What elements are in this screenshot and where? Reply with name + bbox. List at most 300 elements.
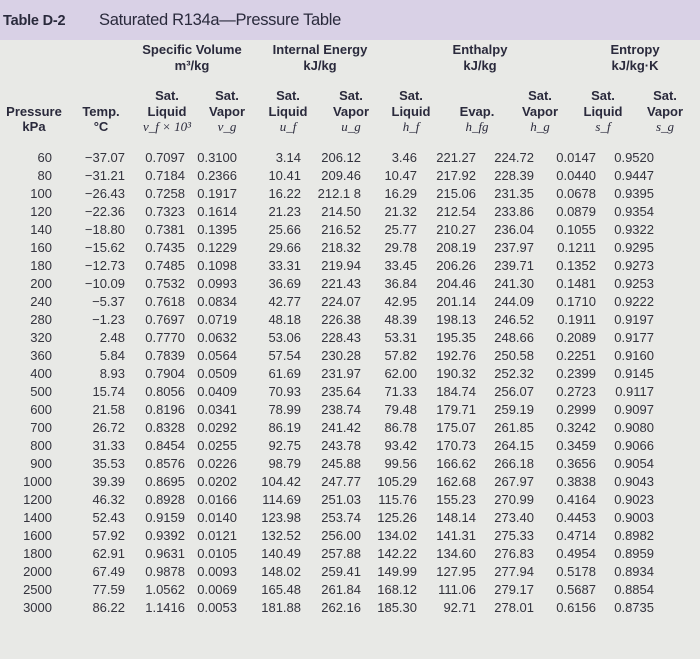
cell-hf: 134.02 xyxy=(377,528,417,544)
cell-sf: 0.4714 xyxy=(556,528,596,544)
cell-pressure: 280 xyxy=(30,312,52,328)
cell-uf: 78.99 xyxy=(268,402,301,418)
cell-vf: 0.7435 xyxy=(145,240,185,256)
cell-vf: 0.7839 xyxy=(145,348,185,364)
cell-vg: 0.1917 xyxy=(197,186,237,202)
group-unit: m³/kg xyxy=(174,58,210,73)
cell-hg: 246.52 xyxy=(494,312,534,328)
cell-pressure: 500 xyxy=(30,384,52,400)
cell-ug: 262.16 xyxy=(321,600,361,616)
cell-vf: 0.8576 xyxy=(145,456,185,472)
cell-temp: 67.49 xyxy=(92,564,125,580)
group-name: Entropy xyxy=(610,42,660,57)
cell-hg: 266.18 xyxy=(494,456,534,472)
cell-hfg: 92.71 xyxy=(443,600,476,616)
cell-uf: 92.75 xyxy=(268,438,301,454)
cell-vf: 0.7532 xyxy=(145,276,185,292)
cell-vg: 0.0105 xyxy=(197,546,237,562)
cell-ug: 216.52 xyxy=(321,222,361,238)
cell-sf: 0.1911 xyxy=(557,312,596,328)
group-entropy xyxy=(580,42,690,74)
cell-ug: 241.42 xyxy=(321,420,361,436)
cell-hf: 29.78 xyxy=(384,240,417,256)
table-row xyxy=(0,257,700,275)
cell-hg: 273.40 xyxy=(494,510,534,526)
cell-vf: 0.9631 xyxy=(145,546,185,562)
table-row xyxy=(0,239,700,257)
cell-temp: 21.58 xyxy=(92,402,125,418)
cell-hfg: 162.68 xyxy=(436,474,476,490)
cell-temp: −15.62 xyxy=(84,240,125,256)
row-padding xyxy=(654,581,700,599)
column-header-line: Sat. xyxy=(528,88,552,103)
cell-pressure: 600 xyxy=(30,402,52,418)
cell-hg: 264.15 xyxy=(494,438,534,454)
cell-vg: 0.0341 xyxy=(197,402,237,418)
cell-vg: 0.0093 xyxy=(197,564,237,580)
cell-hf: 36.84 xyxy=(384,276,417,292)
cell-hfg: 127.95 xyxy=(436,564,476,580)
cell-hg: 241.30 xyxy=(494,276,534,292)
cell-hf: 21.32 xyxy=(384,204,417,220)
cell-sg: 0.9043 xyxy=(614,474,654,490)
cell-sg: 0.9197 xyxy=(614,312,654,328)
cell-hf: 185.30 xyxy=(377,600,417,616)
column-header-ug xyxy=(326,88,376,135)
cell-vf: 0.8928 xyxy=(145,492,185,508)
cell-uf: 86.19 xyxy=(268,420,301,436)
cell-hg: 278.01 xyxy=(494,600,534,616)
cell-vf: 0.8454 xyxy=(145,438,185,454)
row-padding xyxy=(654,257,700,275)
cell-ug: 226.38 xyxy=(321,312,361,328)
cell-sf: 0.3838 xyxy=(556,474,596,490)
cell-pressure: 120 xyxy=(30,204,52,220)
cell-ug: 209.46 xyxy=(321,168,361,184)
cell-uf: 53.06 xyxy=(268,330,301,346)
cell-sf: 0.0879 xyxy=(556,204,596,220)
cell-vf: 0.9878 xyxy=(145,564,185,580)
cell-temp: −12.73 xyxy=(84,258,125,274)
cell-hf: 71.33 xyxy=(384,384,417,400)
cell-sg: 0.9097 xyxy=(614,402,654,418)
table-row xyxy=(0,167,700,185)
table-row xyxy=(0,437,700,455)
cell-hg: 277.94 xyxy=(494,564,534,580)
table-row xyxy=(0,311,700,329)
cell-hg: 261.85 xyxy=(494,420,534,436)
group-internal-energy xyxy=(260,42,380,74)
cell-ug: 219.94 xyxy=(321,258,361,274)
cell-uf: 25.66 xyxy=(268,222,301,238)
table-row xyxy=(0,455,700,473)
cell-hfg: 210.27 xyxy=(436,222,476,238)
table-row xyxy=(0,383,700,401)
cell-uf: 61.69 xyxy=(268,366,301,382)
cell-sg: 0.9054 xyxy=(614,456,654,472)
cell-hf: 57.82 xyxy=(384,348,417,364)
cell-ug: 245.88 xyxy=(321,456,361,472)
cell-pressure: 1200 xyxy=(23,492,52,508)
cell-uf: 181.88 xyxy=(261,600,301,616)
cell-sf: 0.1481 xyxy=(556,276,596,292)
cell-hg: 244.09 xyxy=(494,294,534,310)
cell-sg: 0.8982 xyxy=(614,528,654,544)
column-header-line: Sat. xyxy=(591,88,615,103)
cell-vg: 0.1395 xyxy=(197,222,237,238)
cell-hf: 168.12 xyxy=(377,582,417,598)
cell-hfg: 195.35 xyxy=(436,330,476,346)
cell-temp: 15.74 xyxy=(92,384,125,400)
cell-pressure: 900 xyxy=(30,456,52,472)
cell-sf: 0.4164 xyxy=(556,492,596,508)
cell-sg: 0.9447 xyxy=(614,168,654,184)
cell-pressure: 3000 xyxy=(23,600,52,616)
row-padding xyxy=(654,437,700,455)
cell-temp: −37.07 xyxy=(84,150,125,165)
cell-hg: 267.97 xyxy=(494,474,534,490)
cell-pressure: 1800 xyxy=(23,546,52,562)
cell-pressure: 360 xyxy=(30,348,52,364)
cell-vg: 0.1229 xyxy=(197,240,237,256)
column-header-line: Liquid xyxy=(147,103,187,119)
cell-ug: 259.41 xyxy=(321,564,361,580)
table-row xyxy=(0,185,700,203)
cell-temp: −5.37 xyxy=(92,294,125,310)
column-header-uf xyxy=(262,88,314,135)
column-header-line: Evap. xyxy=(459,103,495,119)
cell-sf: 0.4954 xyxy=(556,546,596,562)
cell-hf: 3.46 xyxy=(391,150,417,165)
table-row xyxy=(0,275,700,293)
cell-pressure: 160 xyxy=(30,240,52,256)
cell-hf: 25.77 xyxy=(384,222,417,238)
cell-vf: 0.7697 xyxy=(145,312,185,328)
cell-sf: 0.1055 xyxy=(556,222,596,238)
cell-temp: −18.80 xyxy=(84,222,125,238)
cell-hg: 279.17 xyxy=(494,582,534,598)
row-padding xyxy=(654,563,700,581)
cell-sg: 0.9080 xyxy=(614,420,654,436)
cell-temp: 8.93 xyxy=(99,366,125,382)
cell-sf: 0.1211 xyxy=(557,240,596,256)
cell-temp: −26.43 xyxy=(84,186,125,202)
cell-hfg: 217.92 xyxy=(436,168,476,184)
cell-hf: 53.31 xyxy=(384,330,417,346)
cell-uf: 29.66 xyxy=(268,240,301,256)
row-padding xyxy=(654,203,700,221)
cell-sf: 0.2399 xyxy=(556,366,596,382)
column-header-symbol: v_g xyxy=(217,119,237,134)
cell-sg: 0.9395 xyxy=(614,186,654,202)
cell-uf: 42.77 xyxy=(268,294,301,310)
table-row xyxy=(0,149,700,167)
cell-vf: 0.7618 xyxy=(145,294,185,310)
cell-vg: 0.3100 xyxy=(197,150,237,165)
cell-vf: 0.8328 xyxy=(145,420,185,436)
column-header-sf xyxy=(576,88,630,135)
cell-ug: 206.12 xyxy=(321,150,361,165)
cell-temp: −31.21 xyxy=(84,168,125,184)
table-label: Table D-2 xyxy=(3,13,66,29)
cell-hf: 79.48 xyxy=(384,402,417,418)
row-padding xyxy=(654,383,700,401)
column-header-symbol: u_f xyxy=(279,119,297,134)
cell-sf: 0.5687 xyxy=(556,582,596,598)
cell-sg: 0.9177 xyxy=(614,330,654,346)
cell-vg: 0.2366 xyxy=(197,168,237,184)
cell-sg: 0.9222 xyxy=(614,294,654,310)
row-padding xyxy=(654,365,700,383)
table-row xyxy=(0,365,700,383)
cell-vg: 0.0226 xyxy=(197,456,237,472)
cell-vg: 0.0993 xyxy=(197,276,237,292)
column-header-symbol: h_f xyxy=(402,119,420,134)
cell-hg: 233.86 xyxy=(494,204,534,220)
cell-ug: 228.43 xyxy=(321,330,361,346)
cell-pressure: 240 xyxy=(30,294,52,310)
cell-hf: 86.78 xyxy=(384,420,417,436)
group-unit: kJ/kg xyxy=(303,58,337,73)
cell-hfg: 212.54 xyxy=(436,204,476,220)
cell-sf: 0.1710 xyxy=(556,294,596,310)
cell-sg: 0.9354 xyxy=(614,204,654,220)
cell-pressure: 700 xyxy=(30,420,52,436)
table-title: Saturated R134a—Pressure Table xyxy=(99,11,342,29)
cell-uf: 140.49 xyxy=(261,546,301,562)
cell-hfg: 111.06 xyxy=(438,582,476,598)
row-padding xyxy=(654,401,700,419)
row-padding xyxy=(654,455,700,473)
cell-uf: 36.69 xyxy=(268,276,301,292)
column-header-line: Liquid xyxy=(391,103,431,119)
cell-hfg: 170.73 xyxy=(436,438,476,454)
column-header-symbol: s_g xyxy=(655,119,675,134)
table-row xyxy=(0,473,700,491)
column-header-line: Sat. xyxy=(155,88,179,103)
column-header-vg xyxy=(202,88,252,135)
cell-sg: 0.8959 xyxy=(614,546,654,562)
table-row xyxy=(0,527,700,545)
cell-hg: 250.58 xyxy=(494,348,534,364)
row-padding xyxy=(654,221,700,239)
row-padding xyxy=(654,311,700,329)
column-header-line: Vapor xyxy=(332,103,370,119)
row-padding xyxy=(654,599,700,617)
cell-sf: 0.0147 xyxy=(556,150,596,165)
cell-hf: 93.42 xyxy=(384,438,417,454)
cell-uf: 123.98 xyxy=(261,510,301,526)
cell-uf: 165.48 xyxy=(261,582,301,598)
cell-sf: 0.0678 xyxy=(556,186,596,202)
column-header-symbol: s_f xyxy=(595,119,611,134)
cell-vg: 0.1614 xyxy=(197,204,237,220)
table-row xyxy=(0,293,700,311)
cell-pressure: 320 xyxy=(30,330,52,346)
column-header-line: kPa xyxy=(22,119,46,134)
cell-sg: 0.9145 xyxy=(614,366,654,382)
cell-hf: 48.39 xyxy=(384,312,417,328)
cell-pressure: 2500 xyxy=(23,582,52,598)
cell-temp: 46.32 xyxy=(92,492,125,508)
cell-vf: 0.7485 xyxy=(145,258,185,274)
cell-temp: 52.43 xyxy=(92,510,125,526)
cell-pressure: 1600 xyxy=(23,528,52,544)
cell-sf: 0.2251 xyxy=(556,348,596,364)
cell-hfg: 134.60 xyxy=(436,546,476,562)
cell-temp: −1.23 xyxy=(92,312,125,328)
cell-temp: 86.22 xyxy=(92,600,125,616)
cell-temp: 26.72 xyxy=(92,420,125,436)
group-enthalpy xyxy=(425,42,535,74)
column-header-line: Liquid xyxy=(268,103,308,119)
cell-ug: 251.03 xyxy=(321,492,361,508)
cell-sg: 0.8934 xyxy=(614,564,654,580)
cell-uf: 98.79 xyxy=(268,456,301,472)
cell-temp: −22.36 xyxy=(84,204,125,220)
cell-uf: 70.93 xyxy=(268,384,301,400)
cell-hg: 224.72 xyxy=(494,150,534,165)
table-body xyxy=(0,149,700,617)
row-padding xyxy=(654,527,700,545)
cell-vf: 1.0562 xyxy=(145,582,185,598)
cell-uf: 114.69 xyxy=(262,492,301,508)
column-header-line: °C xyxy=(93,119,109,134)
column-header-sg xyxy=(638,88,692,135)
table-title-bar xyxy=(0,0,700,40)
cell-temp: 62.91 xyxy=(92,546,125,562)
cell-ug: 231.97 xyxy=(321,366,361,382)
column-header-vf xyxy=(136,88,198,135)
cell-uf: 3.14 xyxy=(275,150,301,165)
cell-temp: 57.92 xyxy=(92,528,125,544)
cell-pressure: 1000 xyxy=(23,474,52,490)
group-unit: kJ/kg·K xyxy=(611,58,659,73)
cell-pressure: 60 xyxy=(37,150,52,165)
cell-vf: 0.7323 xyxy=(145,204,185,220)
table-row xyxy=(0,203,700,221)
cell-hfg: 141.31 xyxy=(436,528,476,544)
table-row xyxy=(0,581,700,599)
cell-sf: 0.4453 xyxy=(556,510,596,526)
column-header-symbol: v_f × 10³ xyxy=(142,119,192,134)
cell-vg: 0.0069 xyxy=(197,582,237,598)
row-padding xyxy=(654,509,700,527)
cell-uf: 132.52 xyxy=(261,528,301,544)
row-padding xyxy=(654,347,700,365)
cell-vf: 0.7258 xyxy=(145,186,185,202)
cell-hg: 256.07 xyxy=(494,384,534,400)
group-name: Specific Volume xyxy=(142,42,242,57)
cell-sg: 0.9003 xyxy=(614,510,654,526)
table-row xyxy=(0,509,700,527)
column-header-hfg xyxy=(452,88,502,135)
cell-ug: 218.32 xyxy=(321,240,361,256)
cell-vf: 0.7904 xyxy=(145,366,185,382)
cell-hfg: 190.32 xyxy=(436,366,476,382)
cell-vg: 0.0053 xyxy=(197,600,237,616)
cell-ug: 235.64 xyxy=(321,384,361,400)
cell-ug: 257.88 xyxy=(321,546,361,562)
cell-hf: 33.45 xyxy=(384,258,417,274)
cell-uf: 48.18 xyxy=(268,312,301,328)
cell-vf: 0.7770 xyxy=(145,330,185,346)
column-header-symbol: h_fg xyxy=(465,119,489,134)
cell-uf: 10.41 xyxy=(268,168,301,184)
cell-hg: 239.71 xyxy=(494,258,534,274)
cell-vg: 0.0834 xyxy=(197,294,237,310)
cell-hg: 275.33 xyxy=(494,528,534,544)
cell-temp: 2.48 xyxy=(99,330,125,346)
cell-hfg: 208.19 xyxy=(436,240,476,256)
column-header-line: Sat. xyxy=(339,88,363,103)
group-specific-volume xyxy=(130,42,254,74)
row-padding xyxy=(654,275,700,293)
table-row xyxy=(0,401,700,419)
cell-hg: 270.99 xyxy=(494,492,534,508)
cell-sf: 0.3656 xyxy=(556,456,596,472)
cell-sf: 0.2723 xyxy=(556,384,596,400)
cell-sf: 0.5178 xyxy=(556,564,596,580)
cell-sf: 0.2089 xyxy=(556,330,596,346)
cell-hf: 105.29 xyxy=(377,474,417,490)
cell-hfg: 206.26 xyxy=(436,258,476,274)
cell-hf: 99.56 xyxy=(384,456,417,472)
column-header-line: Pressure xyxy=(6,103,62,119)
cell-uf: 16.22 xyxy=(268,186,301,202)
cell-hfg: 198.13 xyxy=(436,312,476,328)
cell-ug: 247.77 xyxy=(321,474,361,490)
cell-pressure: 140 xyxy=(30,222,52,238)
column-header-line: Sat. xyxy=(399,88,423,103)
cell-hfg: 148.14 xyxy=(436,510,476,526)
group-unit: kJ/kg xyxy=(463,58,497,73)
cell-hg: 228.39 xyxy=(494,168,534,184)
cell-hfg: 179.71 xyxy=(436,402,476,418)
cell-sf: 0.6156 xyxy=(556,600,596,616)
cell-sg: 0.9520 xyxy=(614,150,654,165)
column-header-line: Liquid xyxy=(583,103,623,119)
cell-vf: 0.9159 xyxy=(145,510,185,526)
table-row xyxy=(0,347,700,365)
cell-hg: 259.19 xyxy=(494,402,534,418)
cell-ug: 230.28 xyxy=(321,348,361,364)
cell-sg: 0.9273 xyxy=(614,258,654,274)
cell-pressure: 180 xyxy=(30,258,52,274)
cell-vf: 0.8196 xyxy=(145,402,185,418)
cell-ug: 214.50 xyxy=(321,204,361,220)
cell-pressure: 1400 xyxy=(23,510,52,526)
column-header-line: Vapor xyxy=(208,103,246,119)
table-row xyxy=(0,221,700,239)
cell-pressure: 100 xyxy=(30,186,52,202)
cell-vf: 0.7097 xyxy=(145,150,185,165)
table-row xyxy=(0,599,700,617)
row-padding xyxy=(654,491,700,509)
cell-pressure: 80 xyxy=(37,168,52,184)
cell-hf: 16.29 xyxy=(384,186,417,202)
cell-hf: 10.47 xyxy=(384,168,417,184)
cell-sf: 0.2999 xyxy=(556,402,596,418)
row-padding xyxy=(654,149,700,167)
cell-sg: 0.9253 xyxy=(614,276,654,292)
cell-sf: 0.1352 xyxy=(556,258,596,274)
cell-hg: 248.66 xyxy=(494,330,534,346)
cell-temp: 35.53 xyxy=(92,456,125,472)
cell-hfg: 155.23 xyxy=(436,492,476,508)
cell-hfg: 184.74 xyxy=(436,384,476,400)
column-header-line: Vapor xyxy=(646,103,684,119)
